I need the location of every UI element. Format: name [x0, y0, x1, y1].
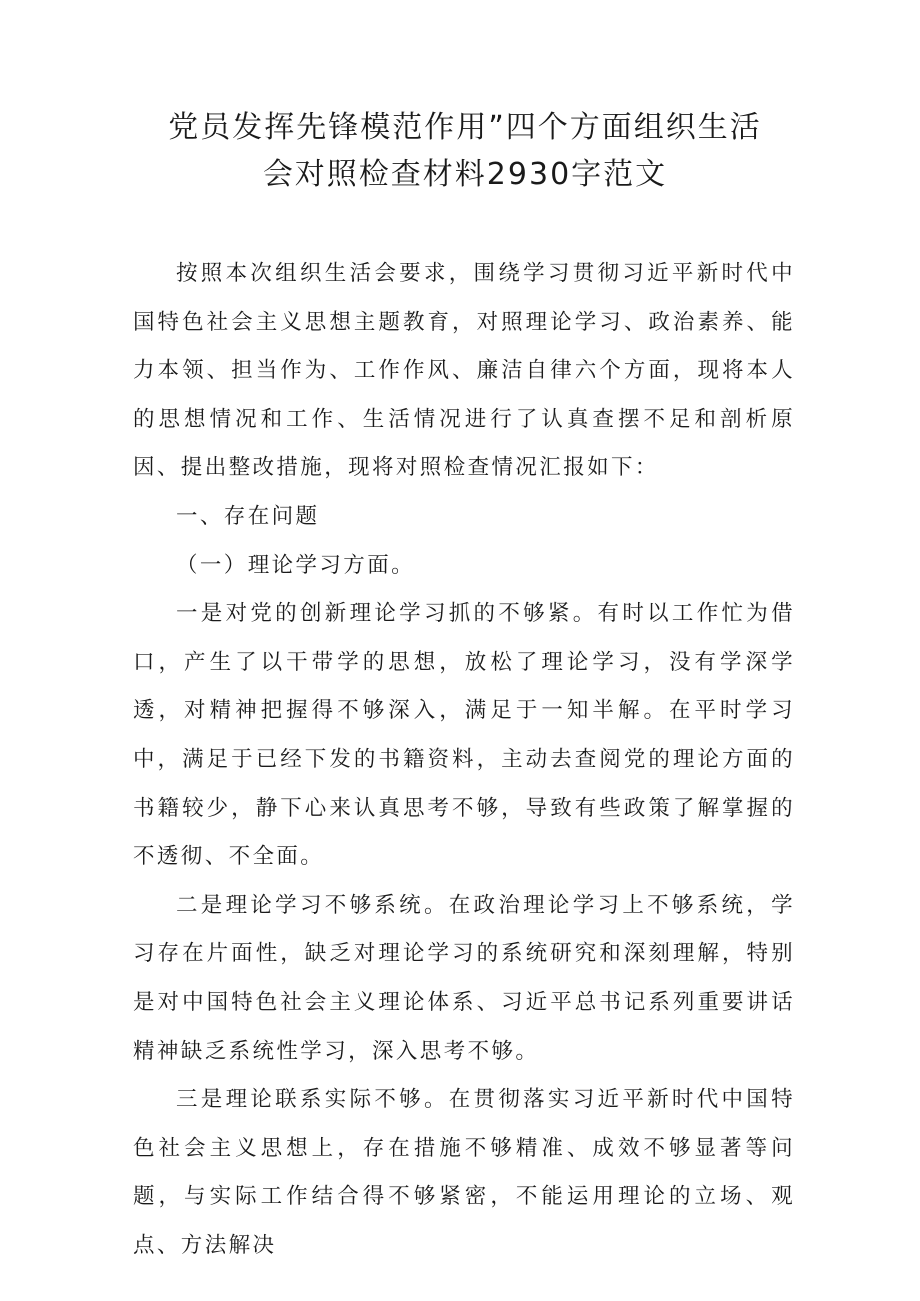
- subsection-heading: （一）理论学习方面。: [176, 552, 416, 578]
- document-title-line-2: 会对照检查材料2930字范文: [262, 157, 668, 192]
- body-paragraph: 一是对党的创新理论学习抓的不够紧。有时以工作忙为借口，产生了以干带学的思想，放松了理论学习，没有学深学透，对精神把握得不够深入，满足于一知半解。在平时学习中，满足于已经下发的书籍资料，主动去查阅党的理论方面的书籍较少，静下心来认真思考不够，导致有些政策了解掌握的不透彻、不全面。: [133, 601, 795, 870]
- body-paragraph: 二是理论学习不够系统。在政治理论学习上不够系统，学习存在片面性，缺乏对理论学习的系统研究和深刻理解，特别是对中国特色社会主义理论体系、习近平总书记系列重要讲话精神缺乏系统性学习，深入思考不够。: [133, 892, 795, 1064]
- intro-paragraph: 按照本次组织生活会要求，围绕学习贯彻习近平新时代中国特色社会主义思想主题教育，对照理论学习、政治素养、能力本领、担当作为、工作作风、廉洁自律六个方面，现将本人的思想情况和工作、生活情况进行了认真查摆不足和剖析原因、提出整改措施，现将对照检查情况汇报如下：: [133, 261, 795, 481]
- body-paragraph: 三是理论联系实际不够。在贯彻落实习近平新时代中国特色社会主义思想上，存在措施不够精准、成效不够显著等问题，与实际工作结合得不够紧密，不能运用理论的立场、观点、方法解决: [133, 1087, 795, 1258]
- document-body: [133, 250, 795, 1270]
- document-title-line-1: 党员发挥先锋模范作用”四个方面组织生活: [168, 110, 762, 145]
- section-heading: 一、存在问题: [176, 503, 320, 529]
